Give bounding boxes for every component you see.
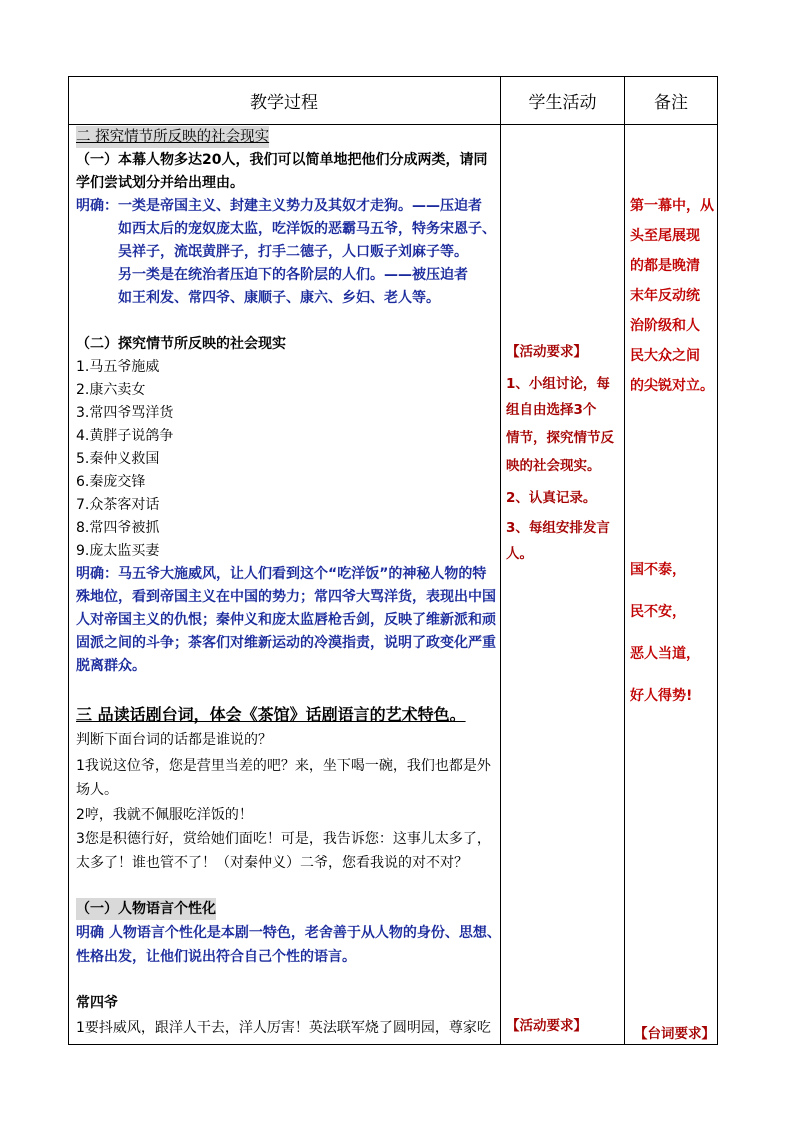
- header-student-activity: 学生活动: [528, 92, 597, 113]
- answer-1-line-2: 如西太后的宠奴庞太监，吃洋饭的恶霸马五爷，特务宋恩子、: [118, 221, 496, 237]
- character-line-1: 1要抖威风，跟洋人干去，洋人厉害！英法联军烧了圆明园，尊家吃: [76, 1020, 491, 1036]
- plot-item: 9.庞太监买妻: [76, 543, 160, 559]
- note-line: 末年反动统: [630, 288, 700, 304]
- slogan-line: 好人得势!: [630, 688, 693, 704]
- answer-2-line-2: 殊地位，看到帝国主义在中国的势力；常四爷大骂洋货，表现出中国: [76, 589, 496, 605]
- part-1-question-line-1: （一）本幕人物多达20人，我们可以简单地把他们分成两类，请同: [76, 152, 488, 168]
- header-notes: 备注: [654, 92, 688, 113]
- quiz-line-3: 3您是积德行好，赏给她们面吃！可是，我告诉您：这事儿太多了，: [76, 831, 491, 847]
- plot-item: 7.众茶客对话: [76, 497, 160, 513]
- answer-2-line-5: 脱离群众。: [76, 658, 146, 674]
- activity-line: 3、每组安排发言: [506, 520, 610, 536]
- answer-2-line-3: 人对帝国主义的仇恨；秦仲义和庞太监唇枪舌剑，反映了维新派和顽: [76, 612, 496, 628]
- note-line: 民大众之间: [630, 348, 700, 364]
- quiz-line-1: 1我说这位爷，您是营里当差的吧？来，坐下喝一碗，我们也都是外: [76, 758, 491, 774]
- activity-title-bottom: 【活动要求】: [506, 1018, 587, 1034]
- answer-1-line-3: 吴祥子，流氓黄胖子，打手二德子，人口贩子刘麻子等。: [118, 244, 468, 260]
- plot-item: 2.康六卖女: [76, 382, 146, 398]
- answer-1-line-4: 另一类是在统治者压迫下的各阶层的人们。——被压迫者: [118, 267, 468, 283]
- answer-3-line-1: 明确 人物语言个性化是本剧一特色，老舍善于从人物的身份、思想、: [76, 925, 501, 941]
- section-2-title: 二 探究情节所反映的社会现实: [76, 126, 269, 148]
- column-divider-1: [500, 76, 501, 1045]
- part-1-question-line-2: 学们尝试划分并给出理由。: [76, 175, 244, 191]
- lines-requirement-title: 【台词要求】: [634, 1026, 715, 1042]
- quiz-line-3-cont: 太多了！谁也管不了！（对秦仲义）二爷，您看我说的对不对？: [76, 855, 468, 871]
- part-2-title: （二）探究情节所反映的社会现实: [76, 336, 286, 352]
- answer-2-line-4: 固派之间的斗争；茶客们对维新运动的冷漠指责，说明了政变化严重: [76, 635, 496, 651]
- table-border-left: [68, 76, 69, 1045]
- table-border-bottom: [68, 1044, 718, 1045]
- note-line: 治阶级和人: [630, 318, 700, 334]
- slogan-line: 恶人当道，: [630, 646, 700, 662]
- activity-line: 2、认真记录。: [506, 490, 597, 506]
- subsection-character-language: （一）人物语言个性化: [76, 898, 216, 920]
- activity-line: 1、小组讨论，每: [506, 376, 610, 392]
- plot-item: 6.秦庞交锋: [76, 474, 146, 490]
- lesson-table: [68, 76, 718, 1045]
- plot-item: 1.马五爷施威: [76, 359, 160, 375]
- header-teaching-process: 教学过程: [250, 92, 318, 113]
- character-name: 常四爷: [76, 995, 118, 1011]
- note-line: 头至尾展现: [630, 228, 700, 244]
- quiz-line-2: 2哼，我就不佩服吃洋饭的！: [76, 807, 253, 823]
- activity-line: 情节，探究情节反: [506, 430, 614, 446]
- answer-2-line-1: 明确：马五爷大施威风，让人们看到这个“吃洋饭”的神秘人物的特: [76, 566, 487, 582]
- plot-item: 5.秦仲义救国: [76, 451, 160, 467]
- note-line: 的都是晚清: [630, 258, 700, 274]
- activity-line: 组自由选择3个: [506, 402, 597, 418]
- answer-3-line-2: 性格出发，让他们说出符合自己个性的语言。: [76, 949, 356, 965]
- quiz-line-1-cont: 场人。: [76, 782, 118, 798]
- slogan-line: 国不泰，: [630, 562, 686, 578]
- note-line: 第一幕中，从: [630, 198, 714, 214]
- plot-item: 3.常四爷骂洋货: [76, 405, 174, 421]
- column-divider-2: [624, 76, 625, 1045]
- note-line: 的尖锐对立。: [630, 378, 714, 394]
- slogan-line: 民不安，: [630, 604, 686, 620]
- section-3-title: 三 品读话剧台词，体会《茶馆》话剧语言的艺术特色。: [76, 705, 466, 724]
- activity-line: 人。: [506, 546, 533, 562]
- quiz-prompt: 判断下面台词的话都是谁说的？: [76, 732, 272, 748]
- answer-1-line-5: 如王利发、常四爷、康顺子、康六、乡妇、老人等。: [118, 290, 440, 306]
- plot-item: 8.常四爷被抓: [76, 520, 160, 536]
- plot-item: 4.黄胖子说鸽争: [76, 428, 174, 444]
- answer-1-line-1: 明确：一类是帝国主义、封建主义势力及其奴才走狗。——压迫者: [76, 198, 482, 214]
- activity-line: 映的社会现实。: [506, 458, 601, 474]
- header-divider: [68, 124, 718, 125]
- activity-title: 【活动要求】: [506, 344, 587, 360]
- table-border-right: [717, 76, 718, 1045]
